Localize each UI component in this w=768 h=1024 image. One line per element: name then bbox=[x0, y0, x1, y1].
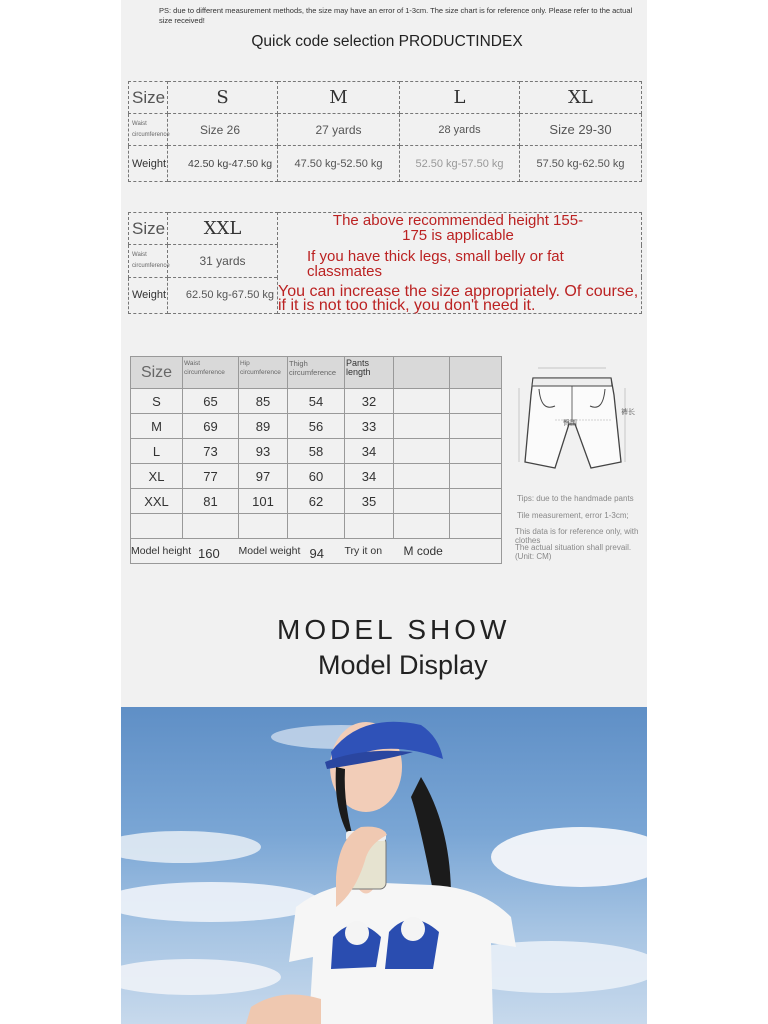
table-row bbox=[131, 464, 502, 489]
header-empty-2 bbox=[450, 357, 502, 389]
row-size: L bbox=[131, 439, 183, 464]
header-thigh: Thigh circumference bbox=[288, 357, 345, 389]
row-waist: 69 bbox=[183, 414, 239, 439]
row-hip: 89 bbox=[239, 414, 288, 439]
waist-xxl: 31 yards bbox=[168, 245, 278, 277]
note-increase-size: You can increase the size appropriately. Of course, if it is not too thick, you don't need it. bbox=[278, 283, 639, 314]
tip-error: Tile measurement, error 1-3cm; bbox=[517, 511, 629, 520]
model-weight-value: 94 bbox=[309, 546, 324, 561]
tip-handmade: Tips: due to the handmade pants bbox=[517, 494, 634, 503]
table-row bbox=[131, 389, 502, 414]
model-info-row bbox=[131, 539, 502, 564]
diagram-label-length: 裤长 bbox=[621, 408, 635, 416]
row-length: 34 bbox=[345, 439, 394, 464]
row-length: 35 bbox=[345, 489, 394, 514]
header-empty-1 bbox=[394, 357, 450, 389]
weight-l: 52.50 kg-57.50 kg bbox=[400, 146, 520, 182]
waist-m: 27 yards bbox=[278, 114, 400, 146]
row-size: M bbox=[131, 414, 183, 439]
row-thigh: 56 bbox=[288, 414, 345, 439]
quick-code-heading: Quick code selection PRODUCTINDEX bbox=[251, 33, 523, 50]
waist-l: 28 yards bbox=[400, 114, 520, 146]
header-pants-length: Pants length bbox=[345, 357, 394, 389]
row-hip: 85 bbox=[239, 389, 288, 414]
weight-label-2: Weight bbox=[129, 277, 168, 313]
weight-label: Weight bbox=[129, 146, 168, 182]
size-m: M bbox=[278, 82, 400, 114]
waist-label: Waist circumference bbox=[129, 114, 168, 146]
row-length: 33 bbox=[345, 414, 394, 439]
size-s: S bbox=[168, 82, 278, 114]
row-length: 34 bbox=[345, 464, 394, 489]
row-waist: 73 bbox=[183, 439, 239, 464]
row-thigh: 62 bbox=[288, 489, 345, 514]
row-waist: 81 bbox=[183, 489, 239, 514]
header-hip: Hip circumference bbox=[239, 357, 288, 389]
weight-m: 47.50 kg-52.50 kg bbox=[278, 146, 400, 182]
table-row-empty bbox=[131, 514, 502, 539]
size-header: Size bbox=[129, 82, 168, 114]
row-size: XXL bbox=[131, 489, 183, 514]
row-size: XL bbox=[131, 464, 183, 489]
row-hip: 93 bbox=[239, 439, 288, 464]
recommendation-notes bbox=[278, 213, 642, 314]
model-show-title: MODEL SHOW bbox=[277, 614, 511, 645]
waist-s: Size 26 bbox=[168, 114, 278, 146]
shorts-diagram bbox=[511, 364, 641, 479]
model-photo bbox=[121, 707, 647, 1024]
waist-xl: Size 29-30 bbox=[520, 114, 642, 146]
table-row bbox=[131, 439, 502, 464]
size-table-2 bbox=[128, 212, 642, 314]
table-row bbox=[131, 489, 502, 514]
row-thigh: 58 bbox=[288, 439, 345, 464]
header-size: Size bbox=[131, 357, 183, 389]
weight-xxl: 62.50 kg-67.50 kg bbox=[168, 277, 278, 313]
note-thick-legs: If you have thick legs, small belly or fat classmates bbox=[307, 248, 564, 280]
measurement-note: PS: due to different measurement methods, the size may have an error of 1-3cm. The size chart is for reference only. Please refer to the actual size received! bbox=[159, 6, 633, 25]
row-hip: 97 bbox=[239, 464, 288, 489]
row-hip: 101 bbox=[239, 489, 288, 514]
size-l: L bbox=[400, 82, 520, 114]
model-height-label: Model height bbox=[131, 545, 192, 557]
diagram-label-hip: 臀围 bbox=[563, 419, 577, 427]
table-row bbox=[131, 414, 502, 439]
weight-xl: 57.50 kg-62.50 kg bbox=[520, 146, 642, 182]
tip-unit: The actual situation shall prevail. (Unit: CM) bbox=[515, 543, 632, 561]
size-header-2: Size bbox=[129, 213, 168, 245]
size-xxl: XXL bbox=[168, 213, 278, 245]
row-waist: 65 bbox=[183, 389, 239, 414]
model-height-value: 160 bbox=[198, 546, 220, 561]
row-thigh: 60 bbox=[288, 464, 345, 489]
product-detail-panel bbox=[121, 0, 647, 1024]
size-xl: XL bbox=[520, 82, 642, 114]
row-waist: 77 bbox=[183, 464, 239, 489]
row-size: S bbox=[131, 389, 183, 414]
model-weight bbox=[239, 539, 345, 564]
waist-label-2: Waist circumference bbox=[129, 245, 168, 277]
model-display-subtitle: Model Display bbox=[318, 650, 488, 680]
header-waist: Waist circumference bbox=[183, 357, 239, 389]
model-height bbox=[131, 539, 239, 564]
size-table-1 bbox=[128, 81, 642, 182]
model-photo-illustration bbox=[121, 707, 647, 1024]
model-weight-label: Model weight bbox=[238, 545, 301, 557]
try-on-value: M code bbox=[394, 539, 502, 564]
measurement-table bbox=[130, 356, 502, 564]
row-thigh: 54 bbox=[288, 389, 345, 414]
note-height: The above recommended height 155-175 is applicable bbox=[332, 212, 584, 244]
try-on-label: Try it on bbox=[345, 539, 394, 564]
row-length: 32 bbox=[345, 389, 394, 414]
tip-reference: This data is for reference only, with clothes bbox=[515, 527, 639, 545]
weight-s: 42.50 kg-47.50 kg bbox=[168, 146, 278, 182]
